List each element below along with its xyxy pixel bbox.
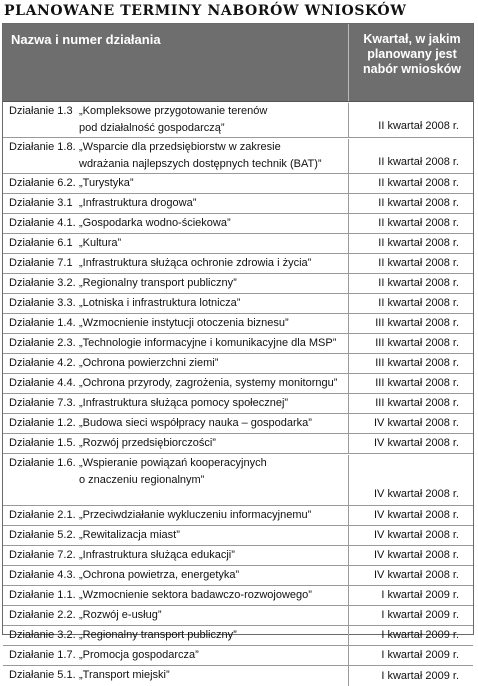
measure-name-line: „Wsparcie dla przedsiębiorstw w zakresie [79, 141, 281, 153]
quarter-cell [349, 234, 473, 253]
measure-name-line: „Wzmocnienie instytucji otoczenia biznesu” [79, 317, 289, 329]
measure-cell [3, 314, 349, 333]
column-header-quarter: Kwartał, w jakim planowany jest nabór wniosków [363, 32, 461, 76]
quarter-value: IV kwartał 2008 r. [374, 417, 459, 429]
table-row [3, 566, 473, 586]
measure-name-line: „Wspieranie powiązań kooperacyjnych [79, 457, 267, 469]
quarter-value: II kwartał 2008 r. [378, 197, 459, 209]
quarter-cell [349, 586, 473, 605]
table-row [3, 606, 473, 626]
quarter-value: II kwartał 2008 r. [378, 277, 459, 289]
measure-cell [3, 254, 349, 273]
measure-cell [3, 586, 349, 605]
measure-number: Działanie 1.2. [9, 417, 76, 429]
quarter-value: I kwartał 2009 r. [381, 629, 459, 641]
quarter-cell [349, 666, 473, 686]
measure-name [79, 194, 346, 213]
measure-cell [3, 103, 349, 137]
table-row [3, 394, 473, 414]
table-row [3, 334, 473, 354]
measure-name [79, 294, 346, 313]
measure-name [79, 546, 346, 565]
measure-cell [3, 174, 349, 193]
measure-cell [3, 626, 349, 645]
measure-cell [3, 394, 349, 413]
measure-name [79, 394, 346, 413]
measure-name [79, 666, 346, 686]
quarter-cell [349, 566, 473, 585]
measure-name-line: „Infrastruktura służąca edukacji” [79, 549, 235, 561]
measure-name-line: pod działalność gospodarczą” [79, 122, 225, 134]
quarter-value: II kwartał 2008 r. [378, 297, 459, 309]
measure-name [79, 214, 346, 233]
quarter-value: III kwartał 2008 r. [375, 397, 459, 409]
measure-cell [3, 139, 349, 173]
measure-number: Działanie 1.4. [9, 317, 76, 329]
measure-name-line: „Transport miejski” [79, 669, 170, 681]
measure-cell [3, 354, 349, 373]
measure-name-line: „Budowa sieci współpracy nauka – gospodarka” [79, 417, 312, 429]
measure-number: Działanie 4.1. [9, 217, 76, 229]
measure-name [79, 506, 346, 525]
page-title: PLANOWANE TERMINY NABORÓW WNIOSKÓW [4, 3, 407, 19]
quarter-value: I kwartał 2009 r. [381, 669, 459, 682]
table-row [3, 234, 473, 254]
measure-name [79, 414, 346, 433]
measure-number: Działanie 1.7. [9, 649, 76, 661]
measure-name-line: „Ochrona powietrza, energetyka” [79, 569, 240, 581]
measure-name [79, 434, 346, 453]
quarter-cell [349, 546, 473, 565]
measure-cell [3, 294, 349, 313]
table-row [3, 434, 473, 454]
measure-number: Działanie 1.8. [9, 141, 76, 153]
measure-number: Działanie 1.5. [9, 437, 76, 449]
measure-name [79, 254, 346, 273]
quarter-cell [349, 254, 473, 273]
quarter-value: IV kwartał 2008 r. [374, 569, 459, 581]
measure-name [79, 103, 346, 137]
table-row [3, 354, 473, 374]
measure-cell [3, 646, 349, 665]
measure-number: Działanie 3.2. [9, 629, 76, 641]
measure-name [79, 455, 346, 505]
quarter-value: II kwartał 2008 r. [378, 156, 459, 168]
quarter-value: IV kwartał 2008 r. [374, 437, 459, 449]
quarter-cell [349, 526, 473, 545]
table-row [3, 294, 473, 314]
quarter-value: IV kwartał 2008 r. [374, 549, 459, 561]
quarter-cell [349, 314, 473, 333]
table-row [3, 546, 473, 566]
quarter-cell [349, 374, 473, 393]
table-row [3, 194, 473, 214]
measure-cell [3, 455, 349, 505]
measure-cell [3, 566, 349, 585]
table-row [3, 314, 473, 334]
quarter-cell [349, 506, 473, 525]
measure-name [79, 606, 346, 625]
measure-number: Działanie 3.3. [9, 297, 76, 309]
table-row [3, 214, 473, 234]
measure-cell [3, 546, 349, 565]
quarter-cell [349, 174, 473, 193]
table-row [3, 274, 473, 294]
measure-cell [3, 234, 349, 253]
table-row [3, 414, 473, 434]
measure-name [79, 566, 346, 585]
table-row [3, 454, 473, 506]
measure-number: Działanie 7.3. [9, 397, 76, 409]
measure-name [79, 354, 346, 373]
quarter-value: I kwartał 2009 r. [381, 609, 459, 621]
measure-name [79, 274, 346, 293]
measure-cell [3, 414, 349, 433]
measure-cell [3, 666, 349, 686]
quarter-cell [349, 455, 473, 505]
measure-name-line: wdrażania najlepszych dostępnych technik (BAT)” [79, 158, 322, 170]
measure-name-line: „Przeciwdziałanie wykluczeniu informacyjnemu” [79, 509, 312, 521]
quarter-value: II kwartał 2008 r. [378, 237, 459, 249]
measure-cell [3, 606, 349, 625]
measure-name [79, 646, 346, 665]
table-row [3, 138, 473, 174]
quarter-cell [349, 646, 473, 665]
measure-name-line: „Kompleksowe przygotowanie terenów [79, 105, 268, 117]
measure-name-line: „Rewitalizacja miast” [79, 529, 180, 541]
measure-name-line: „Gospodarka wodno-ściekowa” [79, 217, 231, 229]
measure-name-line: „Lotniska i infrastruktura lotnicza” [79, 297, 241, 309]
table-row [3, 666, 473, 686]
measure-cell [3, 506, 349, 525]
measure-number: Działanie 4.2. [9, 357, 76, 369]
measure-number: Działanie 7.1 [9, 257, 73, 269]
quarter-cell [349, 103, 473, 137]
measure-name-line: „Infrastruktura służąca ochronie zdrowia i życia” [79, 257, 312, 269]
table-row [3, 254, 473, 274]
table-row [3, 626, 473, 646]
measure-number: Działanie 1.1. [9, 589, 76, 601]
measure-name-line: „Promocja gospodarcza” [79, 649, 199, 661]
quarter-cell [349, 294, 473, 313]
measure-number: Działanie 2.2. [9, 609, 76, 621]
measure-number: Działanie 2.3. [9, 337, 76, 349]
table-header [3, 24, 473, 102]
table-body [3, 102, 473, 686]
measure-number: Działanie 4.3. [9, 569, 76, 581]
column-header-name: Nazwa i numer działania [3, 24, 349, 101]
quarter-value: IV kwartał 2008 r. [374, 488, 459, 500]
quarter-cell [349, 139, 473, 173]
measure-number: Działanie 6.2. [9, 177, 76, 189]
quarter-value: IV kwartał 2008 r. [374, 509, 459, 521]
table-row [3, 586, 473, 606]
measure-name-line: „Technologie informacyjne i komunikacyjne dla MSP” [79, 337, 337, 349]
measure-name [79, 374, 346, 393]
measure-number: Działanie 5.1. [9, 669, 76, 681]
quarter-cell [349, 214, 473, 233]
measure-number: Działanie 1.3 [9, 105, 73, 117]
measure-number: Działanie 3.1 [9, 197, 73, 209]
quarter-value: I kwartał 2009 r. [381, 589, 459, 601]
table-row [3, 102, 473, 138]
measure-name-line: „Ochrona powierzchni ziemi” [79, 357, 219, 369]
measure-number: Działanie 1.6. [9, 457, 76, 469]
table-row [3, 374, 473, 394]
measure-name [79, 314, 346, 333]
measure-number: Działanie 5.2. [9, 529, 76, 541]
schedule-table [2, 23, 474, 682]
quarter-value: II kwartał 2008 r. [378, 217, 459, 229]
quarter-value: II kwartał 2008 r. [378, 177, 459, 189]
measure-name-line: „Infrastruktura drogowa” [79, 197, 197, 209]
measure-cell [3, 526, 349, 545]
quarter-cell [349, 414, 473, 433]
quarter-value: IV kwartał 2008 r. [374, 529, 459, 541]
measure-name [79, 586, 346, 605]
measure-name [79, 334, 346, 353]
measure-name [79, 526, 346, 545]
measure-number: Działanie 4.4. [9, 377, 76, 389]
measure-name [79, 139, 346, 173]
measure-name-line: „Infrastruktura służąca pomocy społecznej” [79, 397, 289, 409]
measure-name-line: „Turystyka” [79, 177, 134, 189]
table-row [3, 174, 473, 194]
quarter-value: II kwartał 2008 r. [378, 120, 459, 132]
measure-number: Działanie 7.2. [9, 549, 76, 561]
measure-name [79, 174, 346, 193]
quarter-cell [349, 334, 473, 353]
measure-cell [3, 334, 349, 353]
measure-cell [3, 374, 349, 393]
quarter-value: III kwartał 2008 r. [375, 357, 459, 369]
measure-name-line: „Rozwój przedsiębiorczości” [79, 437, 216, 449]
table-row [3, 646, 473, 666]
quarter-value: III kwartał 2008 r. [375, 337, 459, 349]
quarter-cell [349, 274, 473, 293]
measure-cell [3, 194, 349, 213]
quarter-cell [349, 354, 473, 373]
quarter-cell [349, 434, 473, 453]
table-row [3, 526, 473, 546]
measure-name-line: „Wzmocnienie sektora badawczo-rozwojowego” [79, 589, 312, 601]
measure-name [79, 626, 346, 645]
measure-number: Działanie 6.1 [9, 237, 73, 249]
quarter-value: III kwartał 2008 r. [375, 377, 459, 389]
measure-name-line: „Kultura” [79, 237, 122, 249]
measure-cell [3, 434, 349, 453]
measure-name-line: o znaczeniu regionalnym” [79, 474, 205, 486]
quarter-value: III kwartał 2008 r. [375, 317, 459, 329]
quarter-value: II kwartał 2008 r. [378, 257, 459, 269]
measure-name-line: „Regionalny transport publiczny” [79, 277, 237, 289]
measure-cell [3, 214, 349, 233]
quarter-cell [349, 606, 473, 625]
quarter-cell [349, 626, 473, 645]
measure-name-line: „Regionalny transport publiczny” [79, 629, 237, 641]
measure-number: Działanie 3.2. [9, 277, 76, 289]
quarter-cell [349, 194, 473, 213]
measure-number: Działanie 2.1. [9, 509, 76, 521]
measure-name-line: „Rozwój e-usług” [79, 609, 162, 621]
measure-name [79, 234, 346, 253]
quarter-value: I kwartał 2009 r. [381, 649, 459, 661]
quarter-cell [349, 394, 473, 413]
table-row [3, 506, 473, 526]
measure-cell [3, 274, 349, 293]
measure-name-line: „Ochrona przyrody, zagrożenia, systemy monitorngu” [79, 377, 338, 389]
